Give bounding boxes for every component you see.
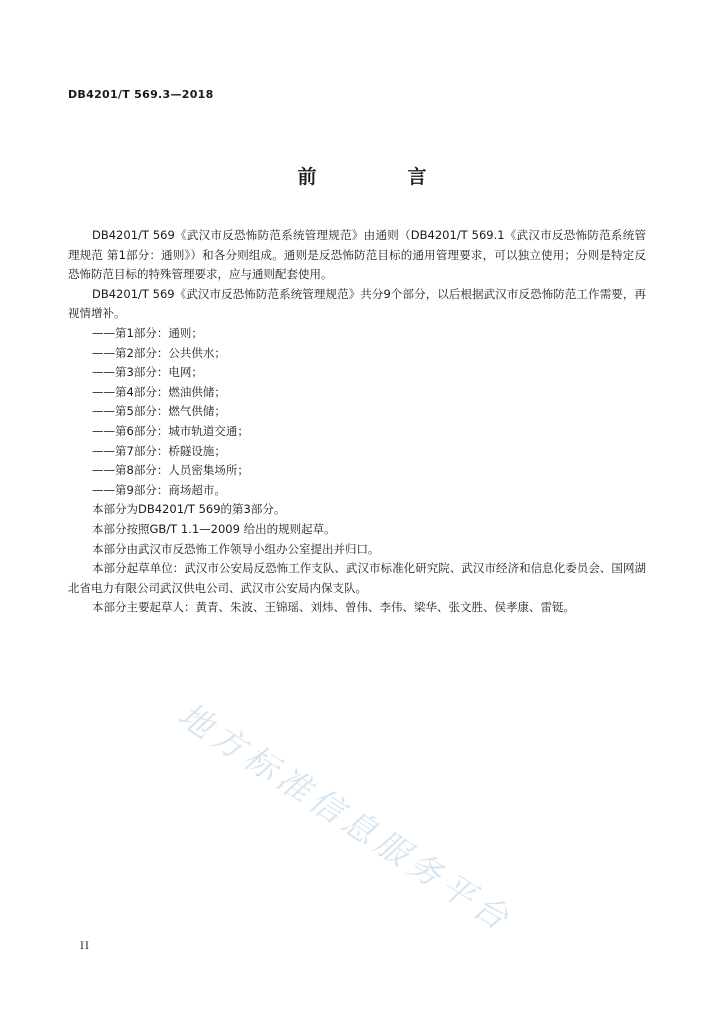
- list-item: ——第2部分：公共供水；: [92, 345, 226, 360]
- foreword-body: [68, 226, 646, 618]
- list-item: ——第7部分：桥隧设施；: [92, 443, 226, 458]
- list-item: ——第3部分：电网；: [92, 365, 203, 380]
- watermark: 地方标准信息服务平台: [171, 695, 520, 941]
- list-item: ——第6部分：城市轨道交通；: [92, 423, 249, 438]
- list-item: ——第8部分：人员密集场所；: [92, 463, 249, 478]
- paragraph-intro: DB4201/T 569《武汉市反恐怖防范系统管理规范》由通则（DB4201/T 569.1《武汉市反恐怖防范系统管理规范 第1部分：通则》）和各分则组成。通则是反恐怖防范目标的通用管理要求，可以独立使用；分则是特定反恐怖防范目标的特殊管理要求，应与通则配套使用。: [68, 228, 646, 282]
- list-item: ——第9部分：商场超市。: [92, 482, 226, 497]
- list-item: ——第5部分：燃气供储；: [92, 404, 226, 419]
- paragraph-parts-count: DB4201/T 569《武汉市反恐怖防范系统管理规范》共分9个部分，以后根据武汉市反恐怖防范工作需要，再视情增补。: [68, 286, 646, 321]
- page-number: II: [80, 941, 90, 952]
- paragraph-drafters: 本部分主要起草人：黄青、朱波、王锦瑶、刘炜、曾伟、李伟、梁华、张文胜、侯孝康、雷铤。: [92, 600, 575, 615]
- paragraph-drafting-units: 本部分起草单位：武汉市公安局反恐怖工作支队、武汉市标准化研究院、武汉市经济和信息化委员会、国网湖北省电力有限公司武汉供电公司、武汉市公安局内保支队。: [68, 561, 646, 595]
- document-code: DB4201/T 569.3—2018: [68, 88, 214, 101]
- page-title: 前 言: [297, 166, 463, 188]
- paragraph-drafting-rules: 本部分按照GB/T 1.1—2009 给出的规则起草。: [92, 521, 336, 536]
- list-item: ——第1部分：通则；: [92, 325, 203, 340]
- paragraph-proposer: 本部分由武汉市反恐怖工作领导小组办公室提出并归口。: [92, 541, 380, 556]
- paragraph-this-part: 本部分为DB4201/T 569的第3部分。: [92, 502, 286, 517]
- list-item: ——第4部分：燃油供储；: [92, 384, 226, 399]
